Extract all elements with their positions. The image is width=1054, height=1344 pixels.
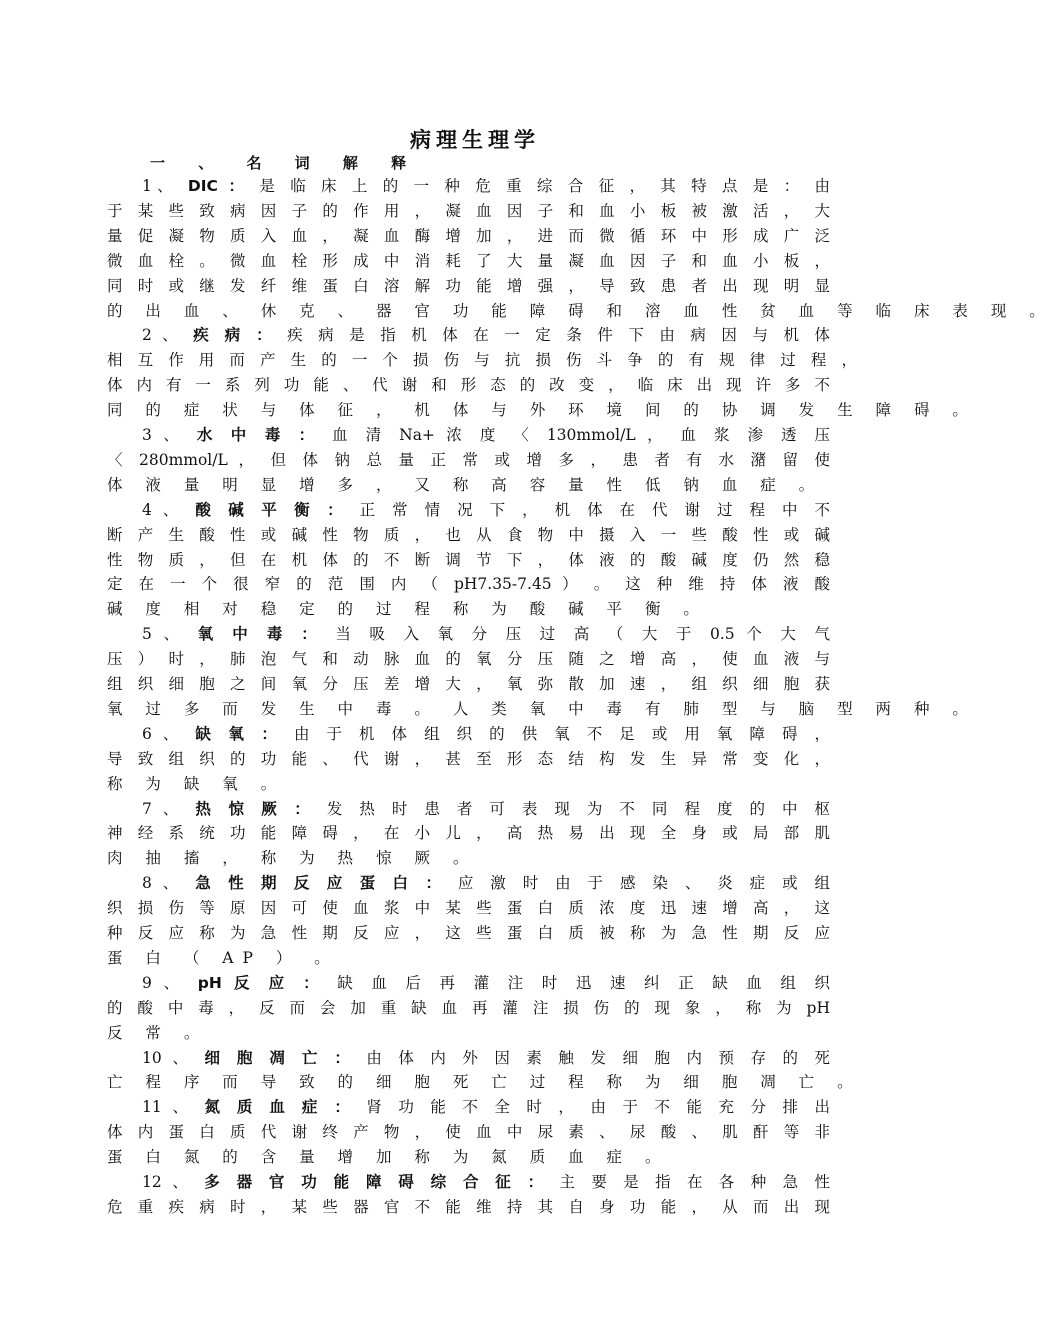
text-line: 蛋 白 氮 的 含 量 增 加 称 为 氮 质 血 症 。	[107, 1148, 670, 1167]
term: 热 惊 厥	[195, 799, 283, 818]
text-line: 亡 程 序 而 导 致 的 细 胞 死 亡 过 程 称 为 细 胞 凋 亡 。	[107, 1073, 862, 1092]
definition-term-line	[142, 971, 830, 996]
term-colon: ：	[323, 1098, 356, 1117]
term-colon: ：	[282, 799, 316, 818]
definition-term-line	[142, 622, 830, 647]
text-line: 导 致 组 织 的 功 能 、 代 谢 ， 甚 至 形 态 结 构 发 生 异 常 变 化 ，	[107, 749, 830, 768]
term: 氧 中 毒	[197, 625, 290, 644]
item-number: 12 、	[142, 1173, 205, 1191]
text-line: 氧 过 多 而 发 生 中 毒 。 人 类 氧 中 毒 有 肺 型 与 脑 型 两 种 。	[107, 699, 977, 718]
term-colon: ：	[323, 1048, 356, 1067]
item-number: 2 、	[142, 326, 194, 345]
term: DIC	[187, 177, 218, 195]
text-line: 同 时 或 继 发 纤 维 蛋 白 溶 解 功 能 增 强 ， 导 致 患 者 出 现 明 显	[107, 276, 830, 295]
text-line: 肉 抽 搐 ， 称 为 热 惊 厥 。	[107, 849, 478, 868]
text-line: 神 经 系 统 功 能 障 碍 ， 在 小 儿 ， 高 热 易 出 现 全 身 或 局 部 肌	[107, 824, 830, 843]
text-line: 断 产 生 酸 性 或 碱 性 物 质 ， 也 从 食 物 中 摄 入 一 些 酸 性 或 碱	[107, 525, 830, 544]
term: 细 胞 凋 亡	[204, 1048, 324, 1067]
item-number: 8 、	[142, 874, 196, 893]
term-colon: ：	[249, 724, 283, 743]
item-number: 9 、	[142, 973, 198, 992]
term-colon: ：	[290, 973, 326, 992]
definition-text: 由 体 内 外 因 素 触 发 细 胞 内 预 存 的 死	[355, 1048, 830, 1067]
text-line: 微 血 栓 。 微 血 栓 形 成 中 消 耗 了 大 量 凝 血 因 子 和 血 小 板 ，	[107, 251, 830, 270]
term-colon: ：	[289, 625, 324, 644]
definition-term-line	[142, 323, 830, 348]
term: 酸 碱 平 衡	[195, 500, 316, 519]
text-line: 的 酸 中 毒 ， 反 而 会 加 重 缺 血 再 灌 注 损 伤 的 现 象 ， 称 为 pH	[107, 998, 830, 1017]
term: pH 反 应	[197, 973, 291, 992]
item-number: 1、	[142, 177, 188, 195]
definition-text: 正 常 情 况 下 ， 机 体 在 代 谢 过 程 中 不	[348, 500, 830, 519]
text-line: 相 互 作 用 而 产 生 的 一 个 损 伤 与 抗 损 伤 斗 争 的 有 规 律 过 程 ，	[107, 351, 857, 370]
item-number: 6 、	[142, 724, 196, 743]
definition-text: 由 于 机 体 组 织 的 供 氧 不 足 或 用 氧 障 碍 ，	[282, 724, 831, 743]
term-colon: ：	[516, 1173, 549, 1191]
definition-term-line	[142, 797, 830, 822]
definition-text: 当 吸 入 氧 分 压 过 高 （ 大 于 0.5 个 大 气	[323, 625, 830, 644]
text-line: 碱 度 相 对 稳 定 的 过 程 称 为 酸 碱 平 衡 。	[107, 600, 708, 619]
term-colon: ：	[414, 874, 447, 893]
text-line: 同 的 症 状 与 体 征 ， 机 体 与 外 环 境 间 的 协 调 发 生 障 碍 。	[107, 401, 977, 420]
text-line: 组 织 细 胞 之 间 氧 分 压 差 增 大 ， 氧 弥 散 加 速 ， 组 织 细 胞 获	[107, 675, 830, 693]
text-line: 于 某 些 致 病 因 子 的 作 用 ， 凝 血 因 子 和 血 小 板 被 激 活 ， 大	[107, 201, 830, 220]
definition-text: 缺 血 后 再 灌 注 时 迅 速 纠 正 缺 血 组 织	[325, 973, 830, 992]
term: 疾 病	[193, 326, 246, 345]
text-line: 〈 280mmol/L ， 但 体 钠 总 量 正 常 或 增 多 ， 患 者 有 水 潴 留 使	[107, 450, 830, 469]
text-line: 体 内 有 一 系 列 功 能 、 代 谢 和 形 态 的 改 变 ， 临 床 出 现 许 多 不	[107, 376, 830, 395]
term-colon: ：	[217, 177, 250, 195]
text-line: 体 液 量 明 显 增 多 ， 又 称 高 容 量 性 低 钠 血 症 。	[107, 475, 824, 494]
definition-term-line	[142, 1170, 830, 1195]
term-colon: ：	[315, 500, 349, 519]
definition-term-line	[142, 1095, 830, 1120]
text-line: 体 内 蛋 白 质 代 谢 终 产 物 ， 使 血 中 尿 素 、 尿 酸 、 肌 酐 等 非	[107, 1123, 830, 1142]
term: 多 器 官 功 能 障 碍 综 合 征	[204, 1173, 517, 1191]
text-line: 织 损 伤 等 原 因 可 使 血 浆 中 某 些 蛋 白 质 浓 度 迅 速 增 高 ， 这	[107, 899, 830, 918]
text-line: 压 ） 时 ， 肺 泡 气 和 动 脉 血 的 氧 分 压 随 之 增 高 ， 使 血 液 与	[107, 650, 830, 669]
item-number: 11 、	[142, 1098, 205, 1117]
definition-text: 肾 功 能 不 全 时 ， 由 于 不 能 充 分 排 出	[355, 1098, 830, 1117]
definition-term-line	[142, 423, 830, 448]
term-colon: ：	[245, 326, 277, 345]
definition-text: 血 清 Na+ 浓 度 〈 130mmol/L ， 血 浆 渗 透 压	[320, 426, 830, 444]
item-number: 3 、	[142, 426, 197, 444]
definition-term-line	[142, 722, 830, 747]
definition-term-line	[142, 498, 830, 523]
definition-text: 应 激 时 由 于 感 染 、 炎 症 或 组	[446, 874, 830, 893]
item-number: 10 、	[142, 1048, 205, 1067]
definition-text: 发 热 时 患 者 可 表 现 为 不 同 程 度 的 中 枢	[315, 799, 830, 818]
text-line: 性 物 质 ， 但 在 机 体 的 不 断 调 节 下 ， 体 液 的 酸 碱 度 仍 然 稳	[107, 550, 830, 569]
item-number: 5 、	[142, 625, 198, 644]
term: 缺 氧	[195, 724, 250, 743]
page-title: 病理生理学	[410, 128, 540, 152]
definition-text: 主 要 是 指 在 各 种 急 性	[548, 1173, 830, 1191]
text-line: 种 反 应 称 为 急 性 期 反 应 ， 这 些 蛋 白 质 被 称 为 急 性 期 反 应	[107, 924, 830, 942]
item-number: 4 、	[142, 500, 196, 519]
term: 急 性 期 反 应 蛋 白	[195, 874, 415, 893]
text-line: 的 出 血 、 休 克 、 器 官 功 能 障 碍 和 溶 血 性 贫 血 等 临 床 表 现 。	[107, 301, 1054, 320]
text-line: 危 重 疾 病 时 ， 某 些 器 官 不 能 维 持 其 自 身 功 能 ， 从 而 出 现	[107, 1197, 830, 1216]
definition-text: 是 临 床 上 的 一 种 危 重 综 合 征 ， 其 特 点 是 ： 由	[249, 177, 830, 195]
text-line: 量 促 凝 物 质 入 血 ， 凝 血 酶 增 加 ， 进 而 微 循 环 中 形 成 广 泛	[107, 226, 830, 245]
section-heading: 一 、 名 词 解 释	[150, 154, 421, 172]
definition-term-line	[142, 1046, 830, 1071]
text-line: 蛋 白 （ AP ） 。	[107, 948, 339, 967]
text-line: 称 为 缺 氧 。	[107, 774, 286, 793]
text-line: 反 常 。	[107, 1023, 209, 1042]
item-number: 7 、	[142, 799, 196, 818]
term-colon: ：	[286, 426, 321, 444]
term: 氮 质 血 症	[204, 1098, 324, 1117]
text-line: 定 在 一 个 很 窄 的 范 围 内 （ pH7.35-7.45 ） 。 这 种 维 持 体 液 酸	[107, 575, 830, 594]
term: 水 中 毒	[196, 426, 287, 444]
definition-text: 疾 病 是 指 机 体 在 一 定 条 件 下 由 病 因 与 机 体	[276, 326, 830, 345]
definition-term-line	[142, 871, 830, 896]
definition-term-line	[142, 174, 830, 199]
